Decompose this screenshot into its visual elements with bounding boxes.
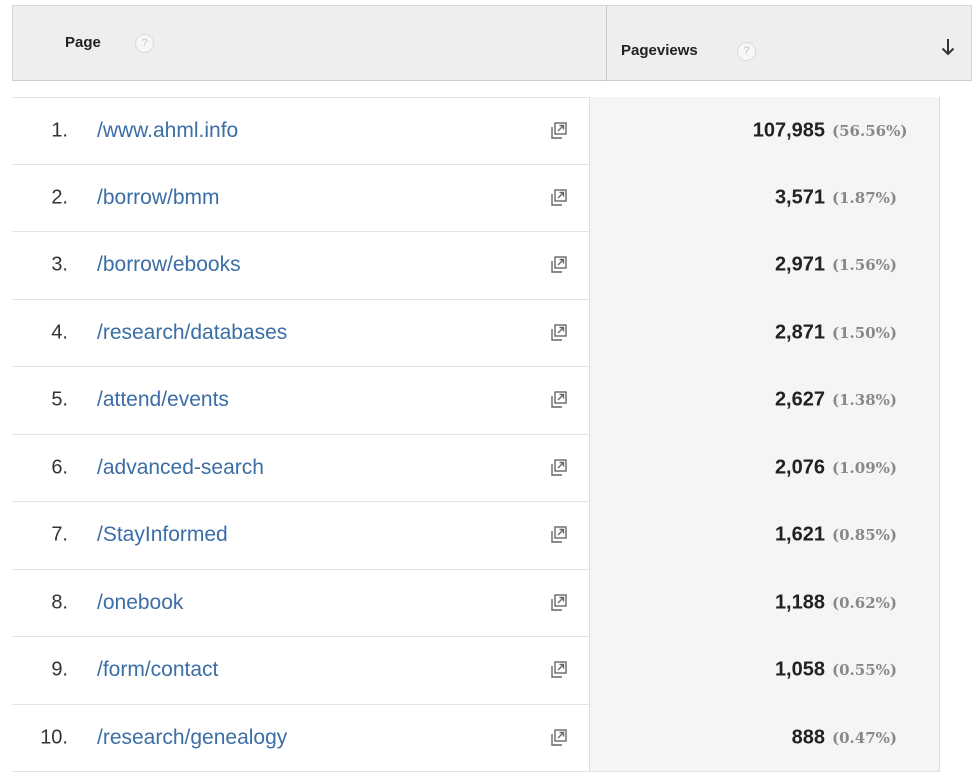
page-path-link[interactable]: /research/databases — [97, 321, 287, 345]
row-rank: 4. — [12, 321, 68, 344]
row-rank: 3. — [12, 254, 68, 277]
pageviews-value: 1,621 — [775, 524, 825, 547]
table-row — [12, 300, 940, 368]
page-path-link[interactable]: /www.ahml.info — [97, 119, 238, 143]
row-rank: 9. — [12, 659, 68, 682]
open-in-new-window-icon[interactable] — [548, 660, 568, 680]
pageviews-value: 2,871 — [775, 321, 825, 344]
table-row — [12, 502, 940, 570]
row-rank: 5. — [12, 389, 68, 412]
pageviews-value: 888 — [792, 726, 825, 749]
pageviews-value: 2,627 — [775, 389, 825, 412]
table-row — [12, 367, 940, 435]
pageviews-value: 1,058 — [775, 659, 825, 682]
table-body — [12, 97, 940, 772]
page-path-link[interactable]: /attend/events — [97, 388, 229, 412]
pageviews-percent: (1.87%) — [832, 189, 897, 207]
page-path-link[interactable]: /borrow/ebooks — [97, 253, 241, 277]
open-in-new-window-icon[interactable] — [548, 323, 568, 343]
pageviews-percent: (1.09%) — [832, 459, 897, 477]
table-row — [12, 97, 940, 165]
row-rank: 10. — [12, 726, 68, 749]
row-rank: 6. — [12, 456, 68, 479]
open-in-new-window-icon[interactable] — [548, 728, 568, 748]
page-path-link[interactable]: /onebook — [97, 591, 183, 615]
pageviews-percent: (0.85%) — [832, 526, 897, 544]
column-header-pageviews[interactable] — [606, 5, 972, 81]
pageviews-percent: (0.55%) — [832, 661, 897, 679]
row-rank: 1. — [12, 119, 68, 142]
help-icon[interactable]: ? — [135, 34, 154, 53]
pageviews-percent: (0.62%) — [832, 594, 897, 612]
pageviews-percent: (0.47%) — [832, 729, 897, 747]
open-in-new-window-icon[interactable] — [548, 255, 568, 275]
open-in-new-window-icon[interactable] — [548, 593, 568, 613]
pageviews-value: 107,985 — [753, 119, 825, 142]
table-row — [12, 705, 940, 772]
open-in-new-window-icon[interactable] — [548, 525, 568, 545]
table-row — [12, 570, 940, 638]
help-icon[interactable]: ? — [737, 42, 756, 61]
column-header-pageviews-label: Pageviews — [621, 42, 698, 59]
column-header-page-label: Page — [65, 34, 101, 51]
column-header-page[interactable] — [12, 5, 606, 81]
open-in-new-window-icon[interactable] — [548, 458, 568, 478]
row-rank: 2. — [12, 186, 68, 209]
open-in-new-window-icon[interactable] — [548, 390, 568, 410]
pageviews-value: 2,076 — [775, 456, 825, 479]
arrow-down-icon[interactable] — [941, 38, 955, 56]
page-path-link[interactable]: /StayInformed — [97, 523, 228, 547]
pageviews-value: 1,188 — [775, 591, 825, 614]
pageviews-percent: (1.50%) — [832, 324, 897, 342]
table-row — [12, 165, 940, 233]
pageviews-value: 2,971 — [775, 254, 825, 277]
table-row — [12, 637, 940, 705]
row-rank: 8. — [12, 591, 68, 614]
pageviews-percent: (56.56%) — [832, 122, 907, 140]
open-in-new-window-icon[interactable] — [548, 188, 568, 208]
pageviews-percent: (1.56%) — [832, 256, 897, 274]
row-rank: 7. — [12, 524, 68, 547]
pageviews-value: 3,571 — [775, 186, 825, 209]
pageviews-percent: (1.38%) — [832, 391, 897, 409]
table-row — [12, 435, 940, 503]
table-row — [12, 232, 940, 300]
page-path-link[interactable]: /research/genealogy — [97, 726, 287, 750]
page-path-link[interactable]: /borrow/bmm — [97, 186, 220, 210]
open-in-new-window-icon[interactable] — [548, 121, 568, 141]
page-path-link[interactable]: /advanced-search — [97, 456, 264, 480]
page-path-link[interactable]: /form/contact — [97, 658, 218, 682]
